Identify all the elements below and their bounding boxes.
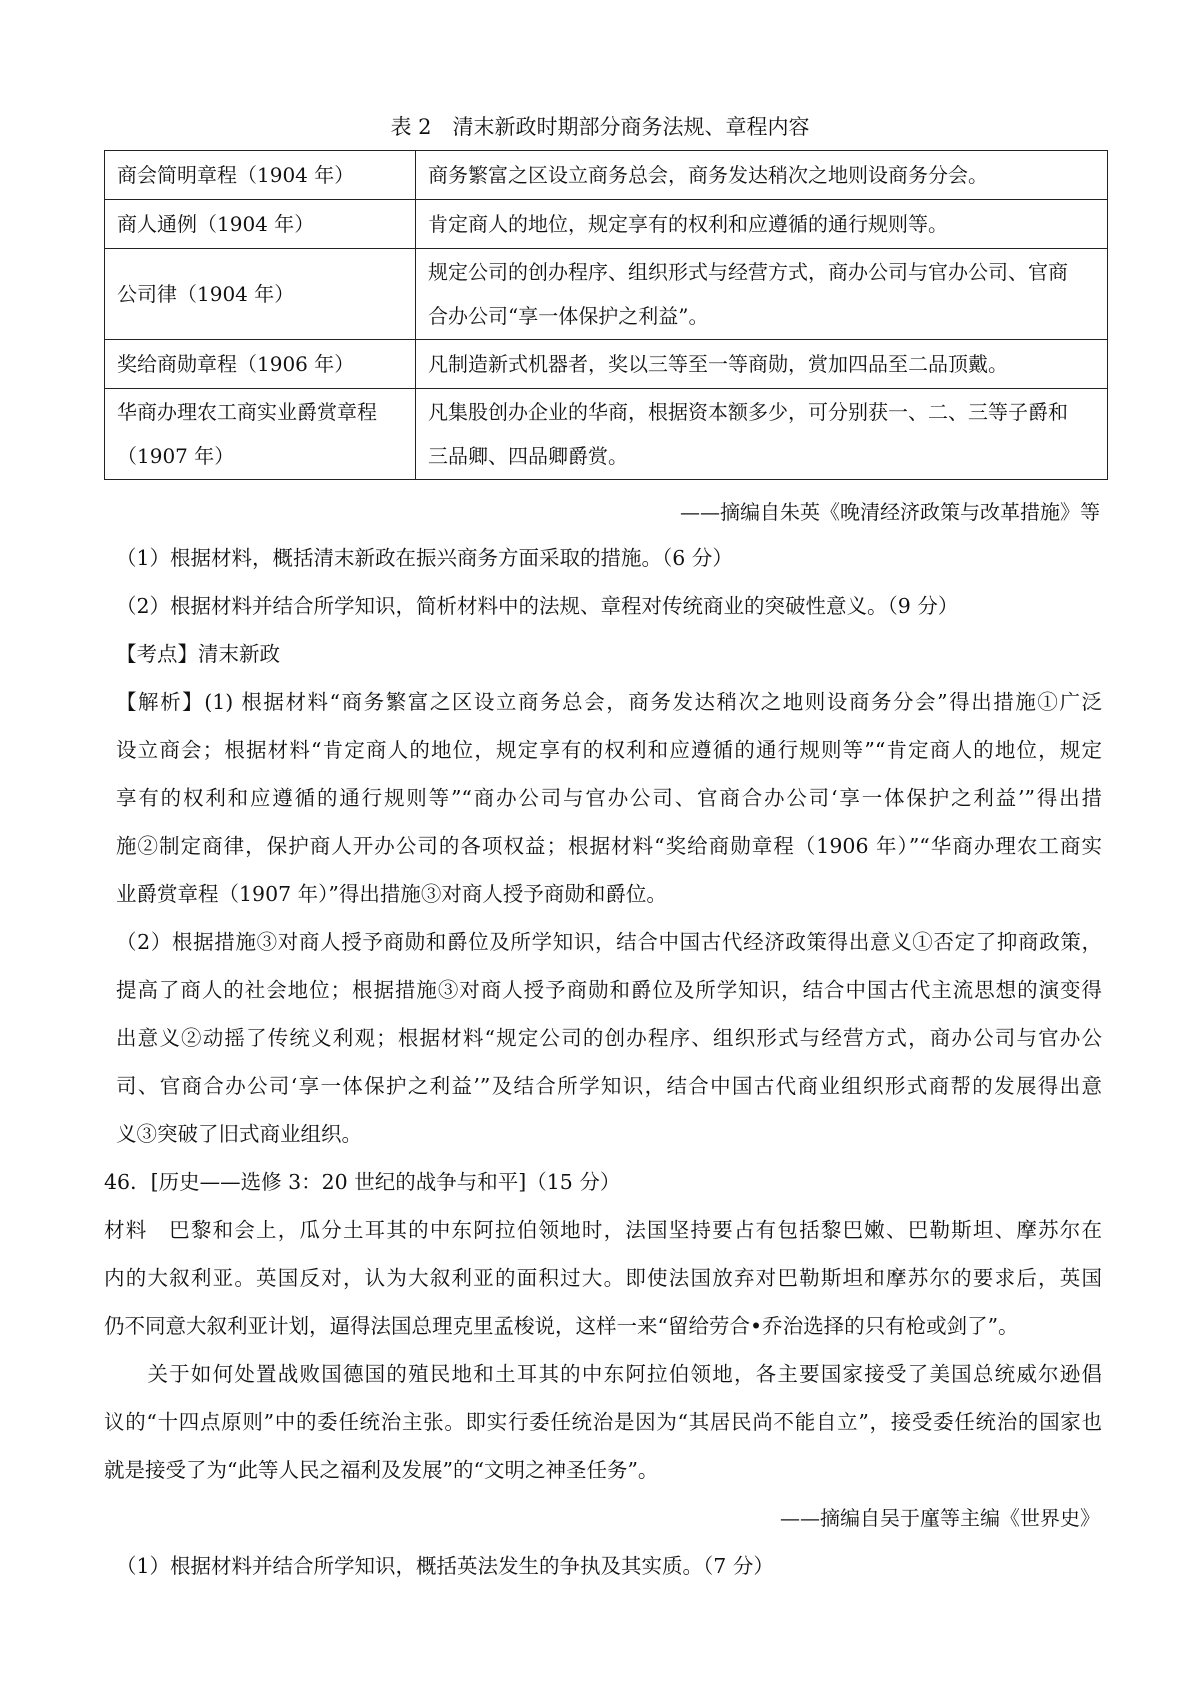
question-46-1: （1）根据材料并结合所学知识，概括英法发生的争执及其实质。（7 分） [116, 1554, 774, 1578]
kaodian-label: 【考点】清末新政 [116, 642, 280, 666]
regulation-content: 商务繁富之区设立商务总会，商务发达稍次之地则设商务分会。 [416, 151, 1108, 200]
material-line: 材料 巴黎和会上，瓜分土耳其的中东阿拉伯领地时，法国坚持要占有包括黎巴嫩、巴勒斯坦、摩苏尔在 [104, 1218, 1102, 1242]
material-line: 议的“十四点原则”中的委任统治主张。即实行委任统治是因为“其居民尚不能自立”，接受委任统治的国家也 [104, 1410, 1102, 1434]
regulations-table [104, 150, 1108, 480]
regulation-name: 商会简明章程（1904 年） [105, 151, 416, 200]
table-row [105, 151, 1108, 200]
material-line: 关于如何处置战败国德国的殖民地和土耳其的中东阿拉伯领地，各主要国家接受了美国总统威尔逊倡 [104, 1362, 1102, 1386]
question-46-title: 46．[历史——选修 3：20 世纪的战争与和平]（15 分） [104, 1170, 621, 1194]
content-line: 合办公司“享一体保护之利益”。 [428, 304, 709, 328]
source-citation: ——摘编自吴于廑等主编《世界史》 [780, 1506, 1100, 1530]
analysis-line: （2）根据措施③对商人授予商勋和爵位及所学知识，结合中国古代经济政策得出意义①否定了抑商政策， [116, 930, 1102, 954]
regulation-name: 公司律（1904 年） [105, 249, 416, 340]
regulation-content: 肯定商人的地位，规定享有的权利和应遵循的通行规则等。 [416, 200, 1108, 249]
table-row [105, 389, 1108, 480]
regulation-content [416, 249, 1108, 340]
analysis-line: 业爵赏章程（1907 年）”得出措施③对商人授予商勋和爵位。 [116, 882, 667, 906]
table-row [105, 200, 1108, 249]
regulation-content [416, 389, 1108, 480]
analysis-line: 提高了商人的社会地位；根据措施③对商人授予商勋和爵位及所学知识，结合中国古代主流思想的演变得 [116, 978, 1102, 1002]
analysis-line: 出意义②动摇了传统义利观；根据材料“规定公司的创办程序、组织形式与经营方式，商办公司与官办公 [116, 1026, 1102, 1050]
material-line: 内的大叙利亚。英国反对，认为大叙利亚的面积过大。即使法国放弃对巴勒斯坦和摩苏尔的要求后，英国 [104, 1266, 1102, 1290]
analysis-line: 施②制定商律，保护商人开办公司的各项权益；根据材料“奖给商勋章程（1906 年）”“华商办理农工商实 [116, 834, 1102, 858]
analysis-line: 司、官商合办公司‘享一体保护之利益’”及结合所学知识，结合中国古代商业组织形式商帮的发展得出意 [116, 1074, 1102, 1098]
regulation-name: 商人通例（1904 年） [105, 200, 416, 249]
regulation-name: 奖给商勋章程（1906 年） [105, 340, 416, 389]
question-2: （2）根据材料并结合所学知识，简析材料中的法规、章程对传统商业的突破性意义。（9 分） [116, 594, 959, 618]
table-caption: 表 2 清末新政时期部分商务法规、章程内容 [390, 115, 810, 139]
content-line: 凡集股创办企业的华商，根据资本额多少，可分别获一、二、三等子爵和 [428, 400, 1068, 424]
material-line: 就是接受了为“此等人民之福利及发展”的“文明之神圣任务”。 [104, 1458, 659, 1482]
analysis-line: 设立商会；根据材料“肯定商人的地位，规定享有的权利和应遵循的通行规则等”“肯定商人的地位，规定 [116, 738, 1102, 762]
analysis-line: 【解析】(1) 根据材料“商务繁富之区设立商务总会，商务发达稍次之地则设商务分会”得出措施①广泛 [116, 690, 1102, 714]
table-row [105, 249, 1108, 340]
source-citation: ——摘编自朱英《晚清经济政策与改革措施》等 [680, 500, 1100, 524]
analysis-line: 享有的权利和应遵循的通行规则等”“商办公司与官办公司、官商合办公司‘享一体保护之利益’”得出措 [116, 786, 1102, 810]
content-line: 规定公司的创办程序、组织形式与经营方式，商办公司与官办公司、官商 [428, 260, 1068, 284]
table-row [105, 340, 1108, 389]
question-1: （1）根据材料，概括清末新政在振兴商务方面采取的措施。（6 分） [116, 546, 733, 570]
material-line: 仍不同意大叙利亚计划，逼得法国总理克里孟梭说，这样一来“留给劳合•乔治选择的只有枪或剑了”。 [104, 1314, 1019, 1338]
name-line: （1907 年） [117, 444, 235, 468]
regulation-name [105, 389, 416, 480]
content-line: 三品卿、四品卿爵赏。 [428, 444, 628, 468]
name-line: 华商办理农工商实业爵赏章程 [117, 400, 377, 424]
analysis-line: 义③突破了旧式商业组织。 [116, 1122, 362, 1146]
regulation-content: 凡制造新式机器者，奖以三等至一等商勋，赏加四品至二品顶戴。 [416, 340, 1108, 389]
